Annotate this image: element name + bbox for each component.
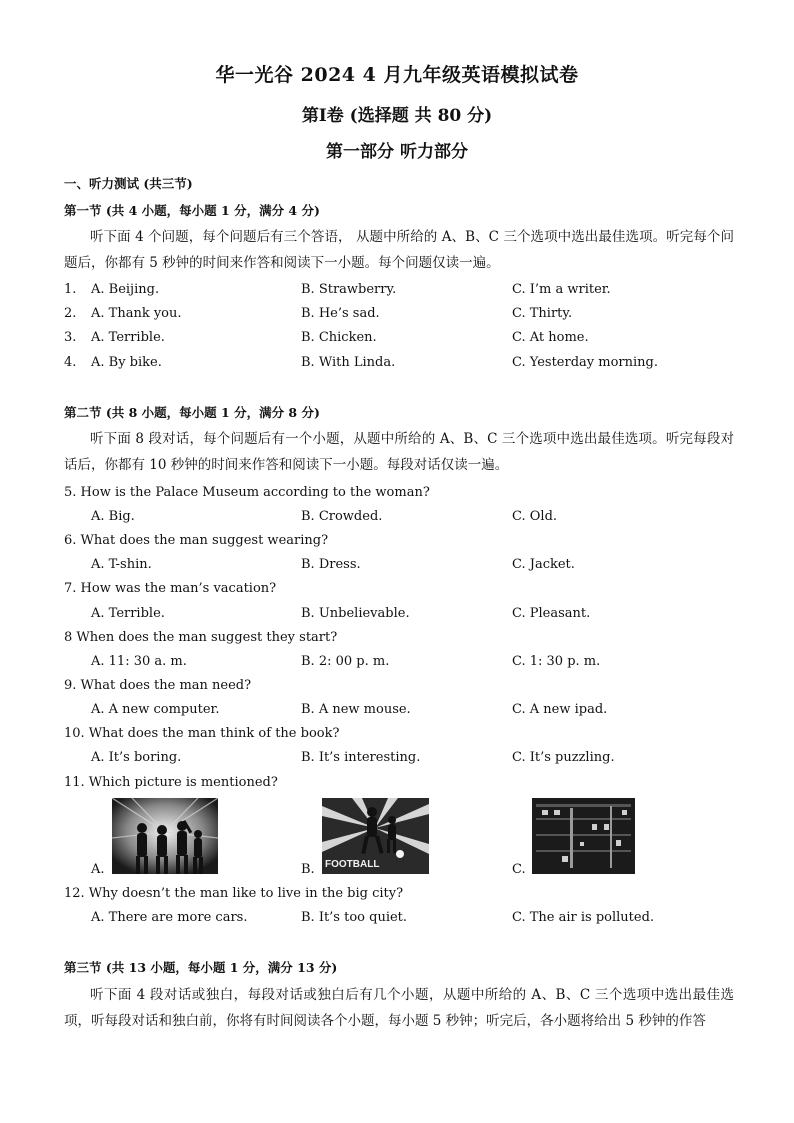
answer-row xyxy=(64,606,744,624)
football-logo-text: FOOTBALL xyxy=(325,859,380,870)
section3-heading: 第三节 (共 13 小题，每小题 1 分，满分 13 分) xyxy=(64,960,338,975)
section1-instructions: 听下面 4 个问题，每个问题后有三个答语， 从题中所给的 A、B、C 三个选项中选出最佳选项。听完每个问题后，你都有 5 秒钟的时间来作答和阅读下一小题。每个问题仅读一遍。 xyxy=(64,229,734,271)
question-9: 9. What does the man need? xyxy=(64,678,252,693)
volume-title: 第Ⅰ卷 (选择题 共 80 分) xyxy=(301,106,493,126)
question-8: 8 When does the man suggest they start? xyxy=(64,630,338,645)
question-5: 5. How is the Palace Museum according to the woman? xyxy=(64,485,430,500)
question-12: 12. Why doesn’t the man like to live in the big city? xyxy=(64,886,404,901)
option-a: A. Big. xyxy=(91,509,135,524)
item-number: 3. xyxy=(64,330,77,345)
picture-b-label: B. xyxy=(301,862,315,877)
option-b: B. He’s sad. xyxy=(301,306,380,321)
option-b: B. With Linda. xyxy=(301,355,396,370)
option-a: A. By bike. xyxy=(91,355,162,370)
question-10: 10. What does the man think of the book? xyxy=(64,726,340,741)
option-c: C. It’s puzzling. xyxy=(512,750,615,765)
option-c: C. A new ipad. xyxy=(512,702,608,717)
section2-instructions: 听下面 8 段对话，每个问题后有一个小题，从题中所给的 A、B、C 三个选项中选出最佳选项。听完每段对话后，你都有 10 秒钟的时间来作答和阅读下一小题。每段对话仅读一遍。 xyxy=(64,431,734,473)
option-a: A. Terrible. xyxy=(91,330,165,345)
part-title: 第一部分 听力部分 xyxy=(326,142,468,162)
answer-row xyxy=(64,910,744,928)
section3-instructions: 听下面 4 段对话或独白，每段对话或独白后有几个小题，从题中所给的 A、B、C 三个选项中选出最佳选项，听每段对话和独白前，你将有时间阅读各个小题，每小题 5 秒钟；听完后，各小题将给出 5 秒钟的作答 xyxy=(64,987,734,1029)
item-number: 1. xyxy=(64,282,77,297)
option-b: B. Strawberry. xyxy=(301,282,397,297)
option-a: A. T-shin. xyxy=(91,557,152,572)
question-11: 11. Which picture is mentioned? xyxy=(64,775,278,790)
answer-row xyxy=(64,557,744,575)
option-b: B. It’s too quiet. xyxy=(301,910,408,925)
option-b: B. 2: 00 p. m. xyxy=(301,654,390,669)
option-c: C. At home. xyxy=(512,330,589,345)
answer-row xyxy=(64,654,744,672)
section1-heading: 第一节 (共 4 小题，每小题 1 分，满分 4 分) xyxy=(64,203,320,218)
answer-row xyxy=(64,282,744,300)
picture-b-football xyxy=(322,798,429,874)
option-c: C. Pleasant. xyxy=(512,606,591,621)
section2-heading: 第二节 (共 8 小题，每小题 1 分，满分 8 分) xyxy=(64,405,320,420)
picture-a-silhouettes xyxy=(112,798,218,874)
option-a: A. 11: 30 a. m. xyxy=(91,654,187,669)
option-a: A. Beijing. xyxy=(91,282,160,297)
listening-heading: 一、听力测试 (共三节) xyxy=(64,176,193,191)
answer-row xyxy=(64,355,744,373)
option-b: B. A new mouse. xyxy=(301,702,411,717)
answer-row xyxy=(64,509,744,527)
option-b: B. Crowded. xyxy=(301,509,383,524)
option-a: A. It’s boring. xyxy=(91,750,182,765)
question-7: 7. How was the man’s vacation? xyxy=(64,581,277,596)
option-a: A. A new computer. xyxy=(91,702,220,717)
question-6: 6. What does the man suggest wearing? xyxy=(64,533,329,548)
option-c: C. 1: 30 p. m. xyxy=(512,654,601,669)
picture-c-scoreboard xyxy=(532,798,635,874)
picture-c-label: C. xyxy=(512,862,526,877)
option-b: B. Unbelievable. xyxy=(301,606,410,621)
answer-row xyxy=(64,306,744,324)
option-c: C. Thirty. xyxy=(512,306,573,321)
option-c: C. The air is polluted. xyxy=(512,910,655,925)
item-number: 4. xyxy=(64,355,77,370)
answer-row xyxy=(64,702,744,720)
item-number: 2. xyxy=(64,306,77,321)
option-b: B. It’s interesting. xyxy=(301,750,421,765)
answer-row xyxy=(64,750,744,768)
option-a: A. Terrible. xyxy=(91,606,165,621)
option-c: C. Old. xyxy=(512,509,558,524)
option-b: B. Chicken. xyxy=(301,330,377,345)
option-c: C. Yesterday morning. xyxy=(512,355,658,370)
exam-title: 华一光谷 2024 4 月九年级英语模拟试卷 xyxy=(215,64,579,86)
option-a: A. There are more cars. xyxy=(91,910,248,925)
picture-a-label: A. xyxy=(91,862,105,877)
option-c: C. Jacket. xyxy=(512,557,575,572)
option-a: A. Thank you. xyxy=(91,306,182,321)
answer-row xyxy=(64,330,744,348)
option-b: B. Dress. xyxy=(301,557,361,572)
option-c: C. I’m a writer. xyxy=(512,282,611,297)
